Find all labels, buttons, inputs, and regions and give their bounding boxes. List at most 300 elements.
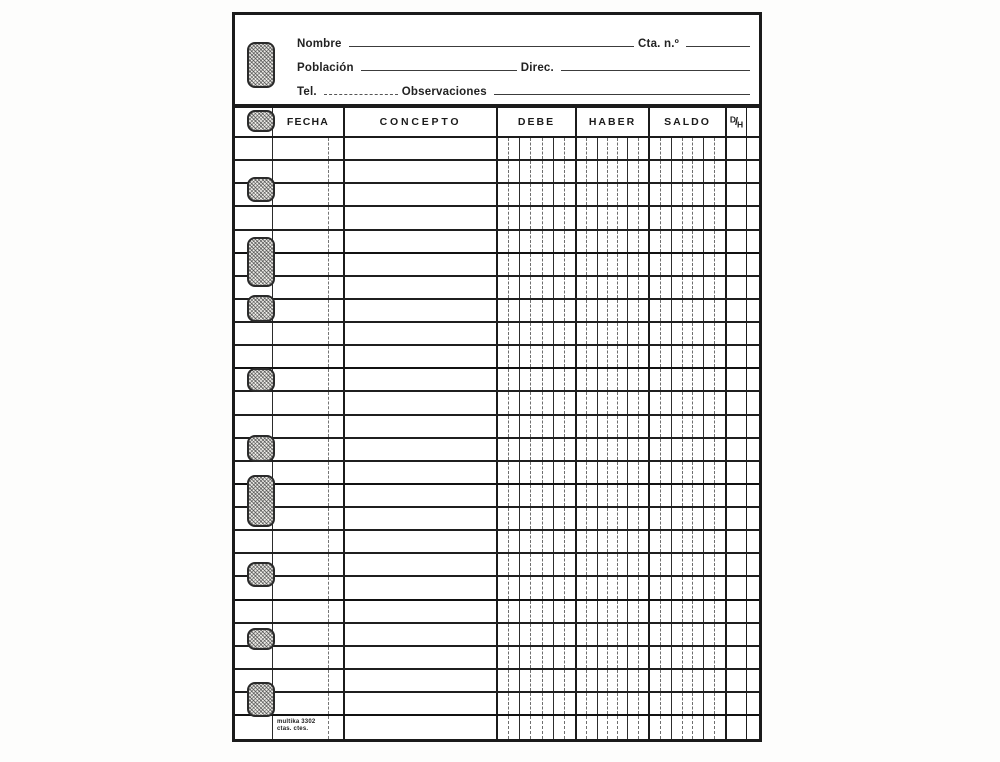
debe-cell xyxy=(498,531,577,552)
digit-rule-cell xyxy=(650,300,660,321)
digit-rule-cell xyxy=(519,323,530,344)
digit-rule-cell xyxy=(586,231,596,252)
digit-rule-cell xyxy=(586,485,596,506)
digit-rule-cell xyxy=(498,508,508,529)
digit-rule-cell xyxy=(564,254,575,275)
debe-cell xyxy=(498,508,577,529)
digit-rule-cell xyxy=(564,554,575,575)
digit-rule-cell xyxy=(692,439,703,460)
fecha-cell xyxy=(273,554,345,575)
digit-rule-cell xyxy=(682,670,693,691)
saldo-cell xyxy=(650,577,727,598)
digit-rule-cell xyxy=(650,392,660,413)
digit-rule-cell xyxy=(682,277,693,298)
digit-rule-cell xyxy=(682,624,693,645)
digit-rule-cell xyxy=(530,184,541,205)
digit-rule-cell xyxy=(553,184,564,205)
digit-rule-cell xyxy=(714,601,725,622)
digit-rule-cell xyxy=(553,670,564,691)
digit-rule-cell xyxy=(564,138,575,159)
digit-rule-cell xyxy=(597,392,607,413)
margin-cell xyxy=(235,392,273,413)
digit-rule-cell xyxy=(627,300,637,321)
concepto-cell xyxy=(345,531,498,552)
saldo-cell xyxy=(650,716,727,739)
ledger-footer-row xyxy=(235,716,759,739)
digit-rule-cell xyxy=(692,693,703,714)
digit-rule-cell xyxy=(703,207,714,228)
digit-rule-cell xyxy=(617,392,627,413)
digit-rule-cell xyxy=(638,300,648,321)
digit-rule-cell xyxy=(638,531,648,552)
digit-rule-cell xyxy=(498,693,508,714)
fecha-cell xyxy=(273,647,345,668)
haber-cell xyxy=(577,161,650,182)
digit-rule-cell xyxy=(714,184,725,205)
concepto-cell xyxy=(345,207,498,228)
dh-cell xyxy=(727,392,747,413)
digit-rule-cell xyxy=(671,300,682,321)
digit-rule-cell xyxy=(671,254,682,275)
digit-rule-cell xyxy=(650,670,660,691)
digit-rule-cell xyxy=(564,346,575,367)
digit-rule-cell xyxy=(607,231,617,252)
haber-cell xyxy=(577,207,650,228)
digit-rule-cell xyxy=(650,369,660,390)
digit-rule-cell xyxy=(607,138,617,159)
digit-rule-cell xyxy=(660,323,671,344)
digit-rule-cell xyxy=(530,161,541,182)
blank-cell xyxy=(747,485,759,506)
digit-rule-cell xyxy=(530,485,541,506)
account-number-blank-line xyxy=(686,37,750,47)
digit-rule-cell xyxy=(542,601,553,622)
digit-rule-cell xyxy=(597,138,607,159)
fecha-cell xyxy=(273,323,345,344)
digit-rule-cell xyxy=(564,231,575,252)
fecha-cell xyxy=(273,531,345,552)
digit-rule-cell xyxy=(714,161,725,182)
digit-rule-cell xyxy=(508,416,519,437)
digit-rule-cell xyxy=(577,138,586,159)
digit-rule-cell xyxy=(638,277,648,298)
digit-rule-cell xyxy=(498,161,508,182)
digit-rule-cell xyxy=(586,531,596,552)
digit-rule-cell xyxy=(530,508,541,529)
haber-cell xyxy=(577,277,650,298)
haber-cell xyxy=(577,323,650,344)
digit-rule-cell xyxy=(519,601,530,622)
digit-rule-cell xyxy=(564,439,575,460)
digit-rule-cell xyxy=(542,647,553,668)
digit-rule-cell xyxy=(607,485,617,506)
digit-rule-cell xyxy=(703,508,714,529)
digit-rule-cell xyxy=(553,554,564,575)
digit-rule-cell xyxy=(682,508,693,529)
digit-rule-cell xyxy=(577,601,586,622)
digit-rule-cell xyxy=(617,531,627,552)
digit-rule-cell xyxy=(586,369,596,390)
dh-cell xyxy=(727,207,747,228)
digit-rule-cell xyxy=(577,577,586,598)
saldo-cell xyxy=(650,693,727,714)
digit-rule-cell xyxy=(607,254,617,275)
digit-rule-cell xyxy=(498,462,508,483)
digit-rule-cell xyxy=(617,231,627,252)
digit-rule-cell xyxy=(692,601,703,622)
digit-rule-cell xyxy=(553,369,564,390)
ledger-row xyxy=(235,392,759,415)
digit-rule-cell xyxy=(586,624,596,645)
dh-cell xyxy=(727,508,747,529)
haber-cell xyxy=(577,416,650,437)
digit-rule-cell xyxy=(607,207,617,228)
digit-rule-cell xyxy=(660,207,671,228)
digit-rule-cell xyxy=(627,462,637,483)
digit-rule-cell xyxy=(650,161,660,182)
digit-rule-cell xyxy=(577,647,586,668)
blank-cell xyxy=(747,184,759,205)
digit-rule-cell xyxy=(530,231,541,252)
saldo-cell xyxy=(650,601,727,622)
digit-rule-cell xyxy=(530,300,541,321)
saldo-cell xyxy=(650,323,727,344)
digit-rule-cell xyxy=(682,207,693,228)
digit-rule-cell xyxy=(597,207,607,228)
address-label: Direc. xyxy=(520,62,554,74)
debe-cell xyxy=(498,138,577,159)
fecha-cell xyxy=(273,624,345,645)
digit-rule-cell xyxy=(671,277,682,298)
digit-rule-cell xyxy=(542,161,553,182)
haber-cell xyxy=(577,647,650,668)
digit-rule-cell xyxy=(530,369,541,390)
digit-rule-cell xyxy=(607,277,617,298)
header-line-name xyxy=(297,28,754,52)
digit-rule-cell xyxy=(650,138,660,159)
digit-rule-cell xyxy=(577,184,586,205)
saldo-cell xyxy=(650,416,727,437)
digit-rule-cell xyxy=(577,277,586,298)
digit-rule-cell xyxy=(508,601,519,622)
ledger-row xyxy=(235,462,759,485)
digit-rule-cell xyxy=(577,323,586,344)
digit-rule-cell xyxy=(617,485,627,506)
digit-rule-cell xyxy=(682,716,693,739)
digit-rule-cell xyxy=(650,647,660,668)
digit-rule-cell xyxy=(597,693,607,714)
city-label: Población xyxy=(297,62,354,74)
ledger-row xyxy=(235,346,759,369)
digit-rule-cell xyxy=(519,369,530,390)
fecha-cell xyxy=(273,601,345,622)
digit-rule-cell xyxy=(564,485,575,506)
digit-rule-cell xyxy=(607,416,617,437)
digit-rule-cell xyxy=(627,485,637,506)
digit-rule-cell xyxy=(671,531,682,552)
digit-rule-cell xyxy=(671,462,682,483)
digit-rule-cell xyxy=(498,300,508,321)
margin-cell xyxy=(235,531,273,552)
digit-rule-cell xyxy=(498,485,508,506)
blank-cell xyxy=(747,670,759,691)
digit-rule-cell xyxy=(498,624,508,645)
concepto-cell xyxy=(345,439,498,460)
digit-rule-cell xyxy=(692,647,703,668)
digit-rule-cell xyxy=(682,416,693,437)
phone-blank-line xyxy=(324,85,398,95)
digit-rule-cell xyxy=(703,300,714,321)
ledger-row xyxy=(235,508,759,531)
digit-rule-cell xyxy=(682,369,693,390)
saldo-cell xyxy=(650,231,727,252)
digit-rule-cell xyxy=(577,161,586,182)
digit-rule-cell xyxy=(703,184,714,205)
digit-rule-cell xyxy=(671,231,682,252)
digit-rule-cell xyxy=(508,508,519,529)
city-blank-line xyxy=(361,61,517,71)
digit-rule-cell xyxy=(577,670,586,691)
digit-rule-cell xyxy=(508,231,519,252)
debe-cell xyxy=(498,716,577,739)
digit-rule-cell xyxy=(530,323,541,344)
binding-hole xyxy=(247,237,275,287)
digit-rule-cell xyxy=(638,647,648,668)
digit-rule-cell xyxy=(498,531,508,552)
concepto-cell xyxy=(345,416,498,437)
digit-rule-cell xyxy=(671,716,682,739)
concepto-cell xyxy=(345,346,498,367)
digit-rule-cell xyxy=(682,300,693,321)
digit-rule-cell xyxy=(607,554,617,575)
fecha-cell xyxy=(273,485,345,506)
digit-rule-cell xyxy=(530,716,541,739)
dh-cell xyxy=(727,670,747,691)
blank-cell xyxy=(747,462,759,483)
ledger-row xyxy=(235,601,759,624)
form-reference-line2: ctas. ctes. xyxy=(277,726,309,732)
digit-rule-cell xyxy=(553,207,564,228)
digit-rule-cell xyxy=(714,485,725,506)
digit-rule-cell xyxy=(542,693,553,714)
digit-rule-cell xyxy=(682,184,693,205)
digit-rule-cell xyxy=(692,416,703,437)
digit-rule-cell xyxy=(682,254,693,275)
blank-column-header xyxy=(747,108,759,136)
haber-cell xyxy=(577,577,650,598)
digit-rule-cell xyxy=(498,207,508,228)
digit-rule-cell xyxy=(586,346,596,367)
digit-rule-cell xyxy=(660,369,671,390)
digit-rule-cell xyxy=(597,439,607,460)
digit-rule-cell xyxy=(650,531,660,552)
address-blank-line xyxy=(561,61,750,71)
saldo-cell xyxy=(650,531,727,552)
digit-rule-cell xyxy=(519,485,530,506)
digit-rule-cell xyxy=(542,508,553,529)
digit-rule-cell xyxy=(508,577,519,598)
digit-rule-cell xyxy=(607,369,617,390)
saldo-cell xyxy=(650,138,727,159)
digit-rule-cell xyxy=(671,439,682,460)
digit-rule-cell xyxy=(714,254,725,275)
fecha-cell xyxy=(273,231,345,252)
digit-rule-cell xyxy=(519,231,530,252)
ledger-row xyxy=(235,577,759,600)
digit-rule-cell xyxy=(671,323,682,344)
digit-rule-cell xyxy=(577,716,586,739)
digit-rule-cell xyxy=(671,184,682,205)
digit-rule-cell xyxy=(682,231,693,252)
digit-rule-cell xyxy=(542,531,553,552)
digit-rule-cell xyxy=(638,508,648,529)
digit-rule-cell xyxy=(542,416,553,437)
digit-rule-cell xyxy=(553,416,564,437)
concepto-cell xyxy=(345,485,498,506)
digit-rule-cell xyxy=(714,138,725,159)
concepto-cell xyxy=(345,138,498,159)
digit-rule-cell xyxy=(530,138,541,159)
digit-rule-cell xyxy=(564,207,575,228)
concepto-cell xyxy=(345,670,498,691)
digit-rule-cell xyxy=(519,138,530,159)
fecha-cell xyxy=(273,161,345,182)
fecha-cell xyxy=(273,207,345,228)
digit-rule-cell xyxy=(703,601,714,622)
digit-rule-cell xyxy=(660,184,671,205)
digit-rule-cell xyxy=(617,601,627,622)
digit-rule-cell xyxy=(607,693,617,714)
digit-rule-cell xyxy=(586,300,596,321)
digit-rule-cell xyxy=(692,392,703,413)
digit-rule-cell xyxy=(692,369,703,390)
digit-rule-cell xyxy=(519,624,530,645)
digit-rule-cell xyxy=(542,485,553,506)
digit-rule-cell xyxy=(542,624,553,645)
digit-rule-cell xyxy=(553,716,564,739)
digit-rule-cell xyxy=(703,462,714,483)
blank-cell xyxy=(747,624,759,645)
blank-cell xyxy=(747,254,759,275)
digit-rule-cell xyxy=(650,577,660,598)
digit-rule-cell xyxy=(638,392,648,413)
digit-rule-cell xyxy=(617,508,627,529)
blank-cell xyxy=(747,323,759,344)
digit-rule-cell xyxy=(638,554,648,575)
digit-rule-cell xyxy=(597,647,607,668)
concepto-cell xyxy=(345,161,498,182)
digit-rule-cell xyxy=(564,670,575,691)
digit-rule-cell xyxy=(542,716,553,739)
digit-rule-cell xyxy=(671,416,682,437)
fecha-cell xyxy=(273,462,345,483)
haber-cell xyxy=(577,392,650,413)
digit-rule-cell xyxy=(627,554,637,575)
dh-cell xyxy=(727,184,747,205)
digit-rule-cell xyxy=(617,554,627,575)
digit-rule-cell xyxy=(660,416,671,437)
debe-cell xyxy=(498,161,577,182)
dh-cell xyxy=(727,531,747,552)
digit-rule-cell xyxy=(682,323,693,344)
digit-rule-cell xyxy=(650,231,660,252)
digit-rule-cell xyxy=(498,716,508,739)
saldo-cell xyxy=(650,647,727,668)
blank-cell xyxy=(747,231,759,252)
blank-cell xyxy=(747,716,759,739)
digit-rule-cell xyxy=(627,323,637,344)
digit-rule-cell xyxy=(498,670,508,691)
concepto-cell xyxy=(345,277,498,298)
form-header xyxy=(235,15,759,108)
digit-rule-cell xyxy=(703,346,714,367)
digit-rule-cell xyxy=(542,439,553,460)
digit-rule-cell xyxy=(597,346,607,367)
binding-hole xyxy=(247,42,275,88)
digit-rule-cell xyxy=(564,161,575,182)
concepto-column-header: CONCEPTO xyxy=(345,108,498,136)
digit-rule-cell xyxy=(553,624,564,645)
fecha-cell xyxy=(273,508,345,529)
digit-rule-cell xyxy=(627,161,637,182)
digit-rule-cell xyxy=(660,462,671,483)
digit-rule-cell xyxy=(519,462,530,483)
dh-cell xyxy=(727,554,747,575)
digit-rule-cell xyxy=(617,161,627,182)
debe-cell xyxy=(498,647,577,668)
dh-cell xyxy=(727,577,747,598)
ledger-row xyxy=(235,693,759,716)
digit-rule-cell xyxy=(597,161,607,182)
digit-rule-cell xyxy=(530,346,541,367)
digit-rule-cell xyxy=(586,277,596,298)
blank-cell xyxy=(747,439,759,460)
digit-rule-cell xyxy=(627,254,637,275)
concepto-cell xyxy=(345,300,498,321)
digit-rule-cell xyxy=(530,207,541,228)
digit-rule-cell xyxy=(660,485,671,506)
digit-rule-cell xyxy=(714,346,725,367)
haber-cell xyxy=(577,346,650,367)
digit-rule-cell xyxy=(519,554,530,575)
digit-rule-cell xyxy=(671,369,682,390)
digit-rule-cell xyxy=(638,624,648,645)
digit-rule-cell xyxy=(703,369,714,390)
digit-rule-cell xyxy=(586,670,596,691)
digit-rule-cell xyxy=(627,392,637,413)
digit-rule-cell xyxy=(671,693,682,714)
ledger-row xyxy=(235,554,759,577)
form-reference-line1: multika 3302 xyxy=(277,719,316,725)
binding-hole xyxy=(247,110,275,132)
digit-rule-cell xyxy=(564,624,575,645)
ledger-row xyxy=(235,277,759,300)
digit-rule-cell xyxy=(627,184,637,205)
header-line-city xyxy=(297,52,754,76)
digit-rule-cell xyxy=(508,670,519,691)
digit-rule-cell xyxy=(627,416,637,437)
digit-rule-cell xyxy=(692,161,703,182)
fecha-cell xyxy=(273,346,345,367)
digit-rule-cell xyxy=(577,231,586,252)
concepto-cell xyxy=(345,231,498,252)
digit-rule-cell xyxy=(564,462,575,483)
digit-rule-cell xyxy=(682,647,693,668)
blank-cell xyxy=(747,300,759,321)
digit-rule-cell xyxy=(660,300,671,321)
digit-rule-cell xyxy=(692,323,703,344)
digit-rule-cell xyxy=(553,601,564,622)
